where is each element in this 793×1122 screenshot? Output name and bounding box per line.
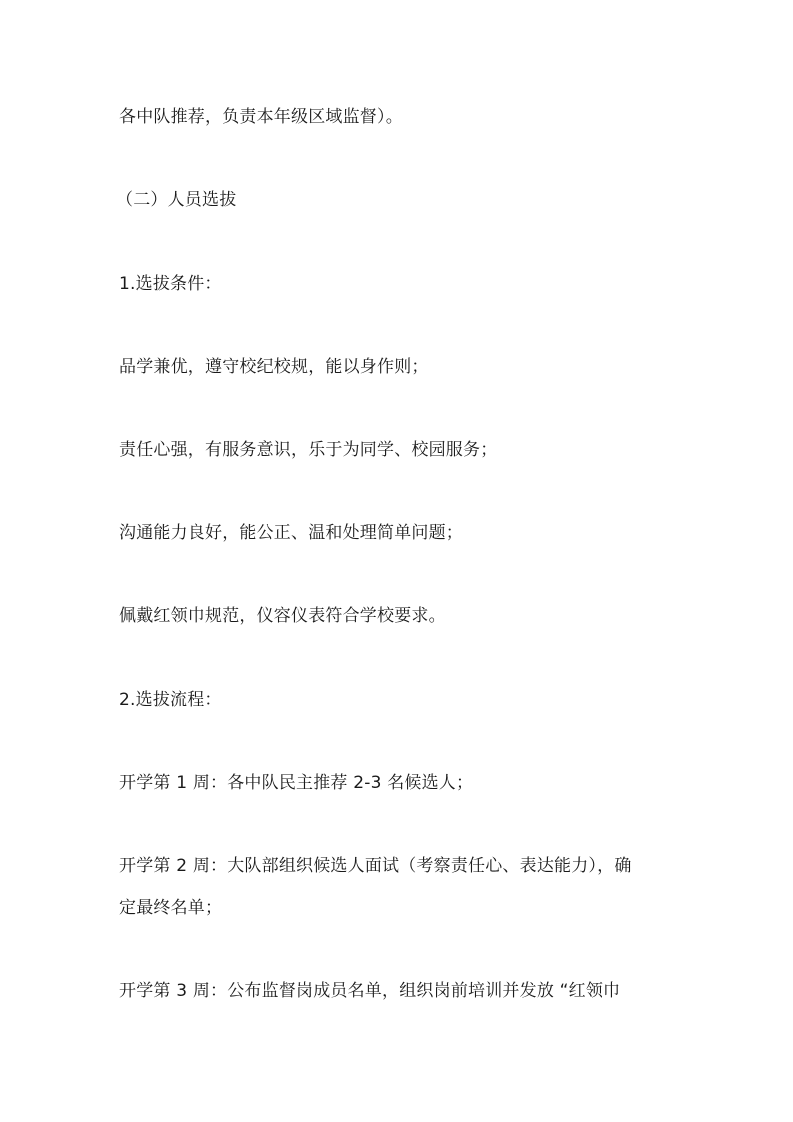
list-item: 开学第 3 周：公布监督岗成员名单，组织岗前培训并发放 “红领巾: [119, 981, 621, 1001]
list-item-continuation: 定最终名单；: [119, 898, 223, 918]
paragraph-line: 各中队推荐，负责本年级区域监督）。: [119, 107, 403, 127]
list-item: 开学第 1 周：各中队民主推荐 2-3 名候选人；: [119, 773, 474, 793]
section-heading: （二）人员选拔: [116, 190, 237, 210]
list-item: 佩戴红领巾规范，仪容仪表符合学校要求。: [119, 606, 446, 626]
list-item: 责任心强，有服务意识，乐于为同学、校园服务；: [119, 440, 498, 460]
list-item: 开学第 2 周：大队部组织候选人面试（考察责任心、表达能力），确: [119, 856, 632, 876]
subsection-heading: 2.选拔流程：: [119, 690, 222, 710]
list-item: 沟通能力良好，能公正、温和处理简单问题；: [119, 523, 463, 543]
list-item: 品学兼优，遵守校纪校规，能以身作则；: [119, 357, 429, 377]
subsection-heading: 1.选拔条件：: [119, 274, 222, 294]
